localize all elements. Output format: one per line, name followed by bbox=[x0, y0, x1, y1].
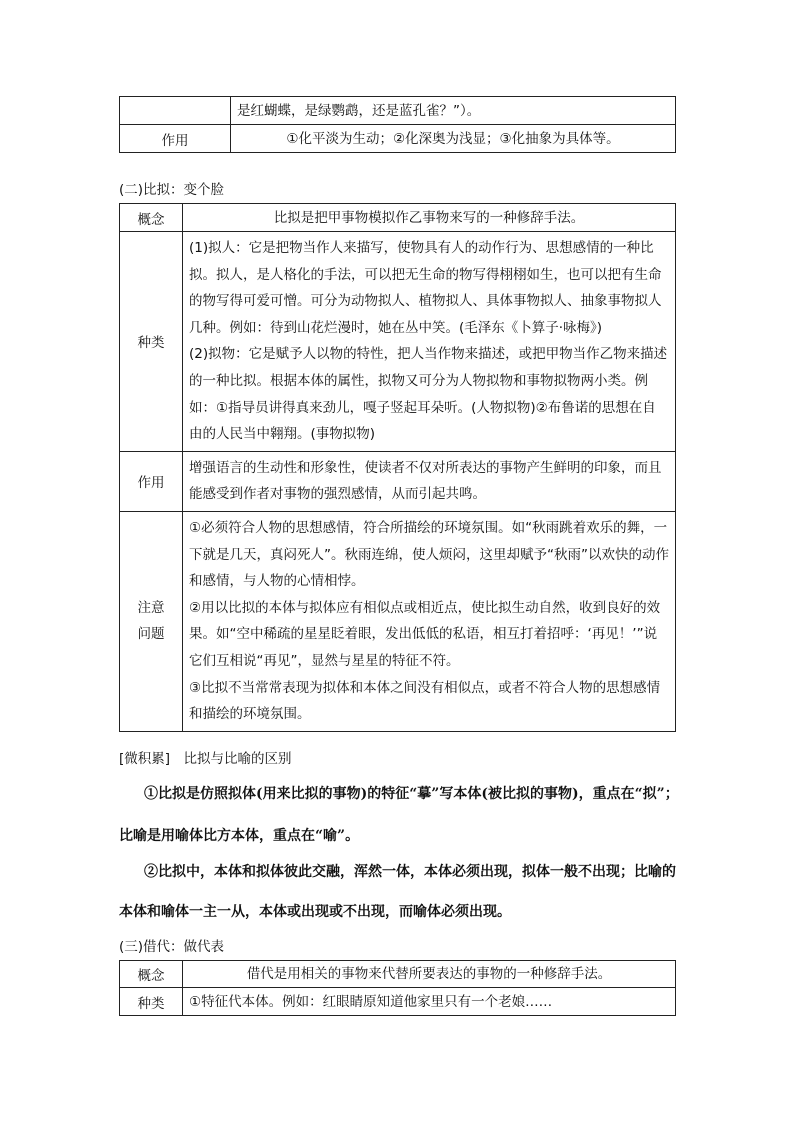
row-label: 概念 bbox=[120, 961, 183, 988]
row-content: 比拟是把甲事物模拟作乙事物来写的一种修辞手法。 bbox=[183, 204, 676, 232]
type-personification: (1)拟人：它是把物当作人来描写，使物具有人的动作行为、思想感情的一种比拟。拟人，是人格化的手法，可以把无生命的物写得栩栩如生，也可以把有生命的物写得可爱可憎。可分为动物拟人、植物拟人、具体事物拟人、抽象事物拟人几种。例如：待到山花烂漫时，她在丛中笑。(毛泽东《卜算子·咏梅》) bbox=[189, 240, 662, 336]
row-label: 种类 bbox=[120, 232, 183, 452]
table-row bbox=[120, 97, 676, 125]
row-label bbox=[120, 97, 231, 125]
micro-paragraph-2-line-2: 本体和喻体一主一从，本体或出现或不出现，而喻体必须出现。 bbox=[119, 904, 511, 920]
micro-heading: [微积累] 比拟与比喻的区别 bbox=[119, 751, 292, 767]
table-jiedai bbox=[119, 960, 676, 1016]
row-label-text: 注意问题 bbox=[137, 600, 165, 643]
table-row-types bbox=[120, 988, 676, 1016]
note-3: ③比拟不当常常表现为拟体和本体之间没有相似点，或者不符合人物的思想感情和描绘的环境氛围。 bbox=[189, 679, 661, 723]
row-content: 增强语言的生动性和形象性，使读者不仅对所表达的事物产生鲜明的印象，而且能感受到作者对事物的强烈感情，从而引起共鸣。 bbox=[183, 451, 676, 511]
row-content: ①特征代本体。例如：红眼睛原知道他家里只有一个老娘…… bbox=[183, 988, 676, 1016]
row-content: 是红蝴蝶，是绿鹦鹉，还是蓝孔雀？”）。 bbox=[231, 97, 676, 125]
table-row-notes bbox=[120, 511, 676, 731]
row-label bbox=[120, 511, 183, 731]
row-label: 作用 bbox=[120, 451, 183, 511]
row-content: ①化平淡为生动；②化深奥为浅显；③化抽象为具体等。 bbox=[231, 125, 676, 153]
table-bini bbox=[119, 203, 676, 732]
row-label: 种类 bbox=[120, 988, 183, 1016]
table-row-types bbox=[120, 232, 676, 452]
row-content bbox=[183, 232, 676, 452]
table-row-concept bbox=[120, 961, 676, 988]
table-row bbox=[120, 125, 676, 153]
type-objectification: (2)拟物：它是赋予人以物的特性，把人当作物来描述，或把甲物当作乙物来描述的一种比拟。根据本体的属性，拟物又可分为人物拟物和事物拟物两小类。例如：①指导员讲得真来劲儿，嘎子竖起耳朵听。(人物拟物)②布鲁诺的思想在自由的人民当中翱翔。(事物拟物) bbox=[189, 346, 668, 443]
table-row-function bbox=[120, 451, 676, 511]
note-2: ②用以比拟的本体与拟体应有相似点或相近点，使比拟生动自然，收到良好的效果。如“空中稀疏的星星眨着眼，发出低低的私语，相互打着招呼：‘再见！’”说它们互相说“再见”，显然与星星的特征不符。 bbox=[189, 599, 661, 669]
table-figure-of-speech-continued bbox=[119, 96, 676, 153]
section-heading-bini: (二)比拟：变个脸 bbox=[119, 182, 225, 198]
micro-paragraph-2-line-1: ②比拟中，本体和拟体彼此交融，浑然一体，本体必须出现，拟体一般不出现；比喻的 bbox=[144, 864, 676, 880]
table-row-concept bbox=[120, 204, 676, 232]
row-content: 借代是用相关的事物来代替所要表达的事物的一种修辞手法。 bbox=[183, 961, 676, 988]
row-label: 作用 bbox=[120, 125, 231, 153]
note-1: ①必须符合人物的思想感情，符合所描绘的环境氛围。如“秋雨跳着欢乐的舞，一下就是几天，真闷死人”。秋雨连绵，使人烦闷，这里却赋予“秋雨”以欢快的动作和感情，与人物的心情相悖。 bbox=[189, 519, 669, 590]
micro-paragraph-1-line-2: 比喻是用喻体比方本体，重点在“喻”。 bbox=[119, 828, 360, 844]
row-content bbox=[183, 511, 676, 731]
micro-paragraph-1-line-1: ①比拟是仿照拟体(用来比拟的事物)的特征“摹”写本体(被比拟的事物)，重点在“拟”； bbox=[144, 786, 679, 802]
section-heading-jiedai: (三)借代：做代表 bbox=[119, 939, 225, 955]
row-label: 概念 bbox=[120, 204, 183, 232]
